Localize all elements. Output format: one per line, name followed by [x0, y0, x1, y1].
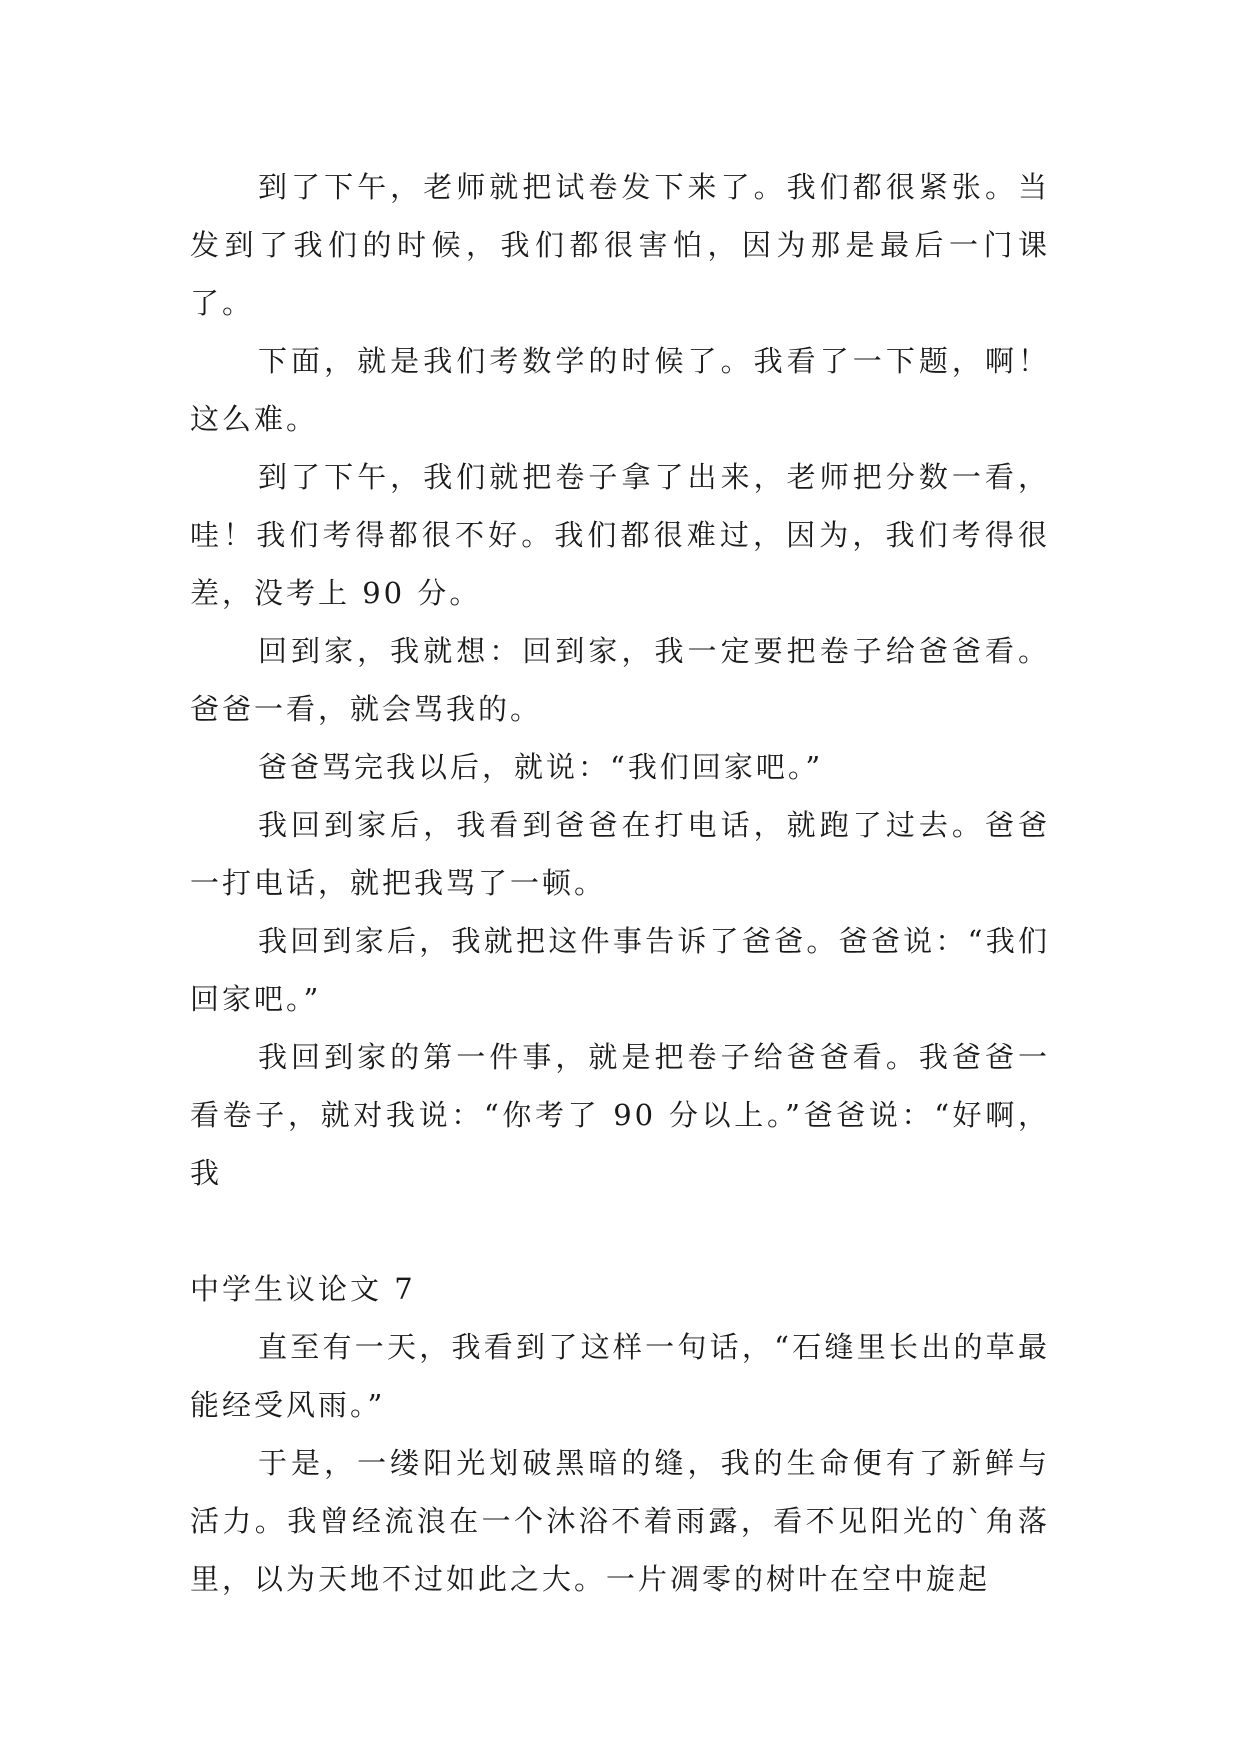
- paragraph: 我回到家后，我就把这件事告诉了爸爸。爸爸说：“我们回家吧。”: [190, 924, 1050, 1016]
- section-title: 中学生议论文 7: [190, 1272, 416, 1306]
- paragraph: 我回到家的第一件事，就是把卷子给爸爸看。我爸爸一看卷子，就对我说：“你考了 90 分以上。”爸爸说：“好啊，我: [190, 1040, 1050, 1190]
- paragraph: 爸爸骂完我以后，就说：“我们回家吧。”: [258, 750, 824, 784]
- paragraph: 直至有一天，我看到了这样一句话，“石缝里长出的草最能经受风雨。”: [190, 1330, 1050, 1422]
- paragraph: 下面，就是我们考数学的时候了。我看了一下题，啊！这么难。: [190, 344, 1050, 436]
- paragraph: 我回到家后，我看到爸爸在打电话，就跑了过去。爸爸一打电话，就把我骂了一顿。: [190, 808, 1050, 900]
- paragraph: 到了下午，老师就把试卷发下来了。我们都很紧张。当发到了我们的时候，我们都很害怕，因为那是最后一门课了。: [190, 170, 1050, 320]
- paragraph: 到了下午，我们就把卷子拿了出来，老师把分数一看，哇！我们考得都很不好。我们都很难过，因为，我们考得很差，没考上 90 分。: [190, 460, 1050, 610]
- paragraph: 于是，一缕阳光划破黑暗的缝，我的生命便有了新鲜与活力。我曾经流浪在一个沐浴不着雨露，看不见阳光的`角落里，以为天地不过如此之大。一片凋零的树叶在空中旋起: [190, 1446, 1050, 1596]
- paragraph: 回到家，我就想：回到家，我一定要把卷子给爸爸看。爸爸一看，就会骂我的。: [190, 634, 1050, 726]
- document-page: [190, 158, 1050, 1608]
